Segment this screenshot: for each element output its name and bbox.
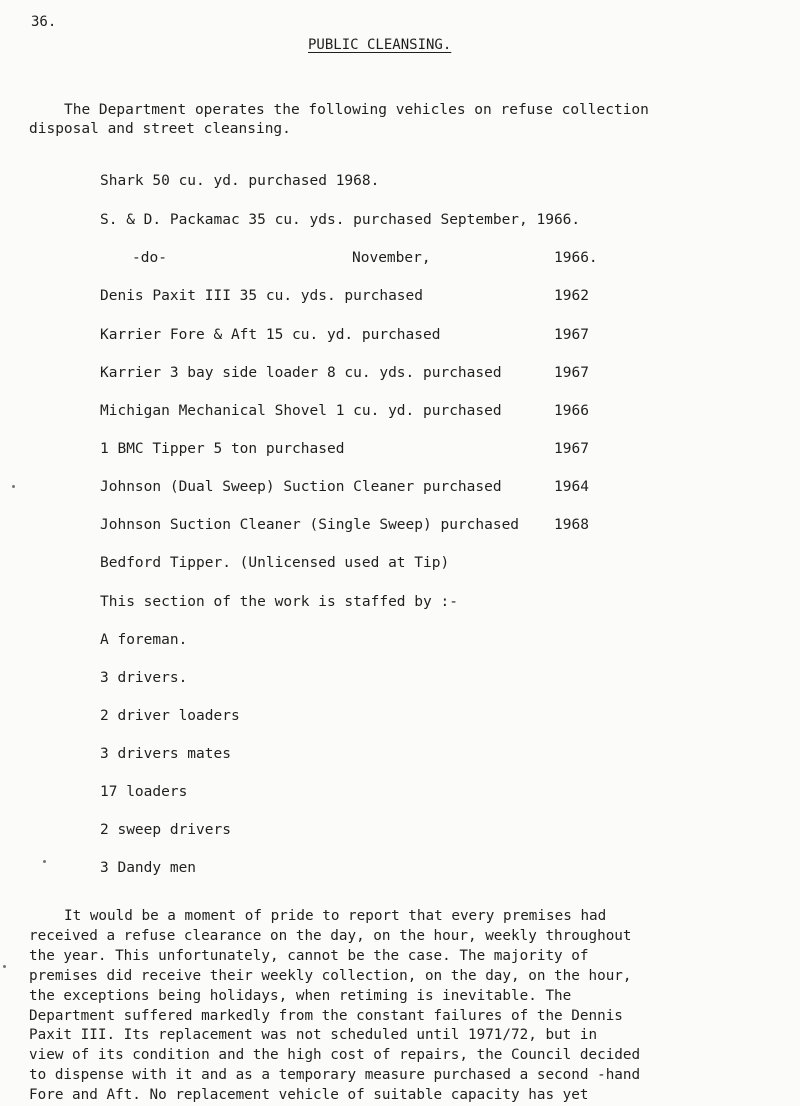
vehicle-name: Michigan Mechanical Shovel 1 cu. yd. purchased [100,403,502,419]
vehicle-item [100,441,720,461]
vehicle-item [100,365,720,385]
vehicle-name: 1 BMC Tipper 5 ton purchased [100,441,345,457]
vehicle-item [100,403,720,423]
vehicle-name: Karrier 3 bay side loader 8 cu. yds. purchased [100,365,502,381]
staff-item: A foreman. [100,632,188,648]
vehicle-ditto: -do- [132,250,167,266]
vehicle-item [100,212,720,232]
staff-item: 2 driver loaders [100,708,240,724]
page-number: 36. [31,14,57,30]
staff-item: 3 drivers. [100,670,188,686]
vehicle-item [100,250,720,270]
vehicle-item [100,517,720,537]
paragraph-line: Fore and Aft. No replacement vehicle of suitable capacity has yet [29,1087,589,1104]
vehicle-year: 1964 [554,479,589,495]
intro-line-1: The Department operates the following vehicles on refuse collection [64,102,649,118]
vehicle-item [100,173,720,193]
paragraph-line: It would be a moment of pride to report that every premises had [64,908,607,924]
vehicle-text: Bedford Tipper. (Unlicensed used at Tip) [100,555,450,571]
paragraph-line: the exceptions being holidays, when retiming is inevitable. The [29,987,572,1004]
vehicle-year: 1968 [554,517,589,533]
vehicle-month: November, [352,250,431,266]
paragraph-line: view of its condition and the high cost of repairs, the Council decided [29,1047,641,1064]
scan-speck [43,860,46,863]
staff-item: 3 Dandy men [100,860,197,876]
staff-item: 3 drivers mates [100,746,231,762]
staff-item: 17 loaders [100,784,188,800]
vehicle-name: Karrier Fore & Aft 15 cu. yd. purchased [100,327,441,343]
page-title: PUBLIC CLEANSING. [308,37,452,53]
intro-paragraph [29,101,764,139]
paragraph-line: premises did receive their weekly collection, on the day, on the hour, [29,967,632,984]
vehicle-year: 1967 [554,365,589,381]
vehicle-item [100,327,720,347]
vehicle-year: 1966 [554,403,589,419]
vehicle-name: Denis Paxit III 35 cu. yds. purchased [100,288,424,304]
paragraph-line: received a refuse clearance on the day, on the hour, weekly throughout [29,927,632,944]
paragraph-line: the year. This unfortunately, cannot be the case. The majority of [29,947,589,964]
staff-intro: This section of the work is staffed by :- [100,594,458,610]
intro-line-2: disposal and street cleansing. [29,121,291,137]
body-paragraph [29,907,769,1106]
vehicle-name: Johnson Suction Cleaner (Single Sweep) purchased [100,517,520,533]
scan-speck [3,965,6,968]
paragraph-line: Department suffered markedly from the constant failures of the Dennis [29,1007,623,1024]
vehicle-year: 1967 [554,327,589,343]
staff-item: 2 sweep drivers [100,822,231,838]
vehicle-text: Shark 50 cu. yd. purchased 1968. [100,173,380,189]
vehicle-name: Johnson (Dual Sweep) Suction Cleaner purchased [100,479,502,495]
vehicle-item [100,288,720,308]
paragraph-line: to dispense with it and as a temporary measure purchased a second -hand [29,1067,641,1084]
vehicle-item [100,555,720,575]
vehicle-year: 1962 [554,288,589,304]
paragraph-line: Paxit III. Its replacement was not scheduled until 1971/72, but in [29,1027,598,1044]
vehicle-text: S. & D. Packamac 35 cu. yds. purchased September, 1966. [100,212,581,228]
scan-speck [12,485,15,488]
vehicle-item [100,479,720,499]
vehicle-year: 1967 [554,441,589,457]
vehicle-year: 1966. [554,250,598,266]
